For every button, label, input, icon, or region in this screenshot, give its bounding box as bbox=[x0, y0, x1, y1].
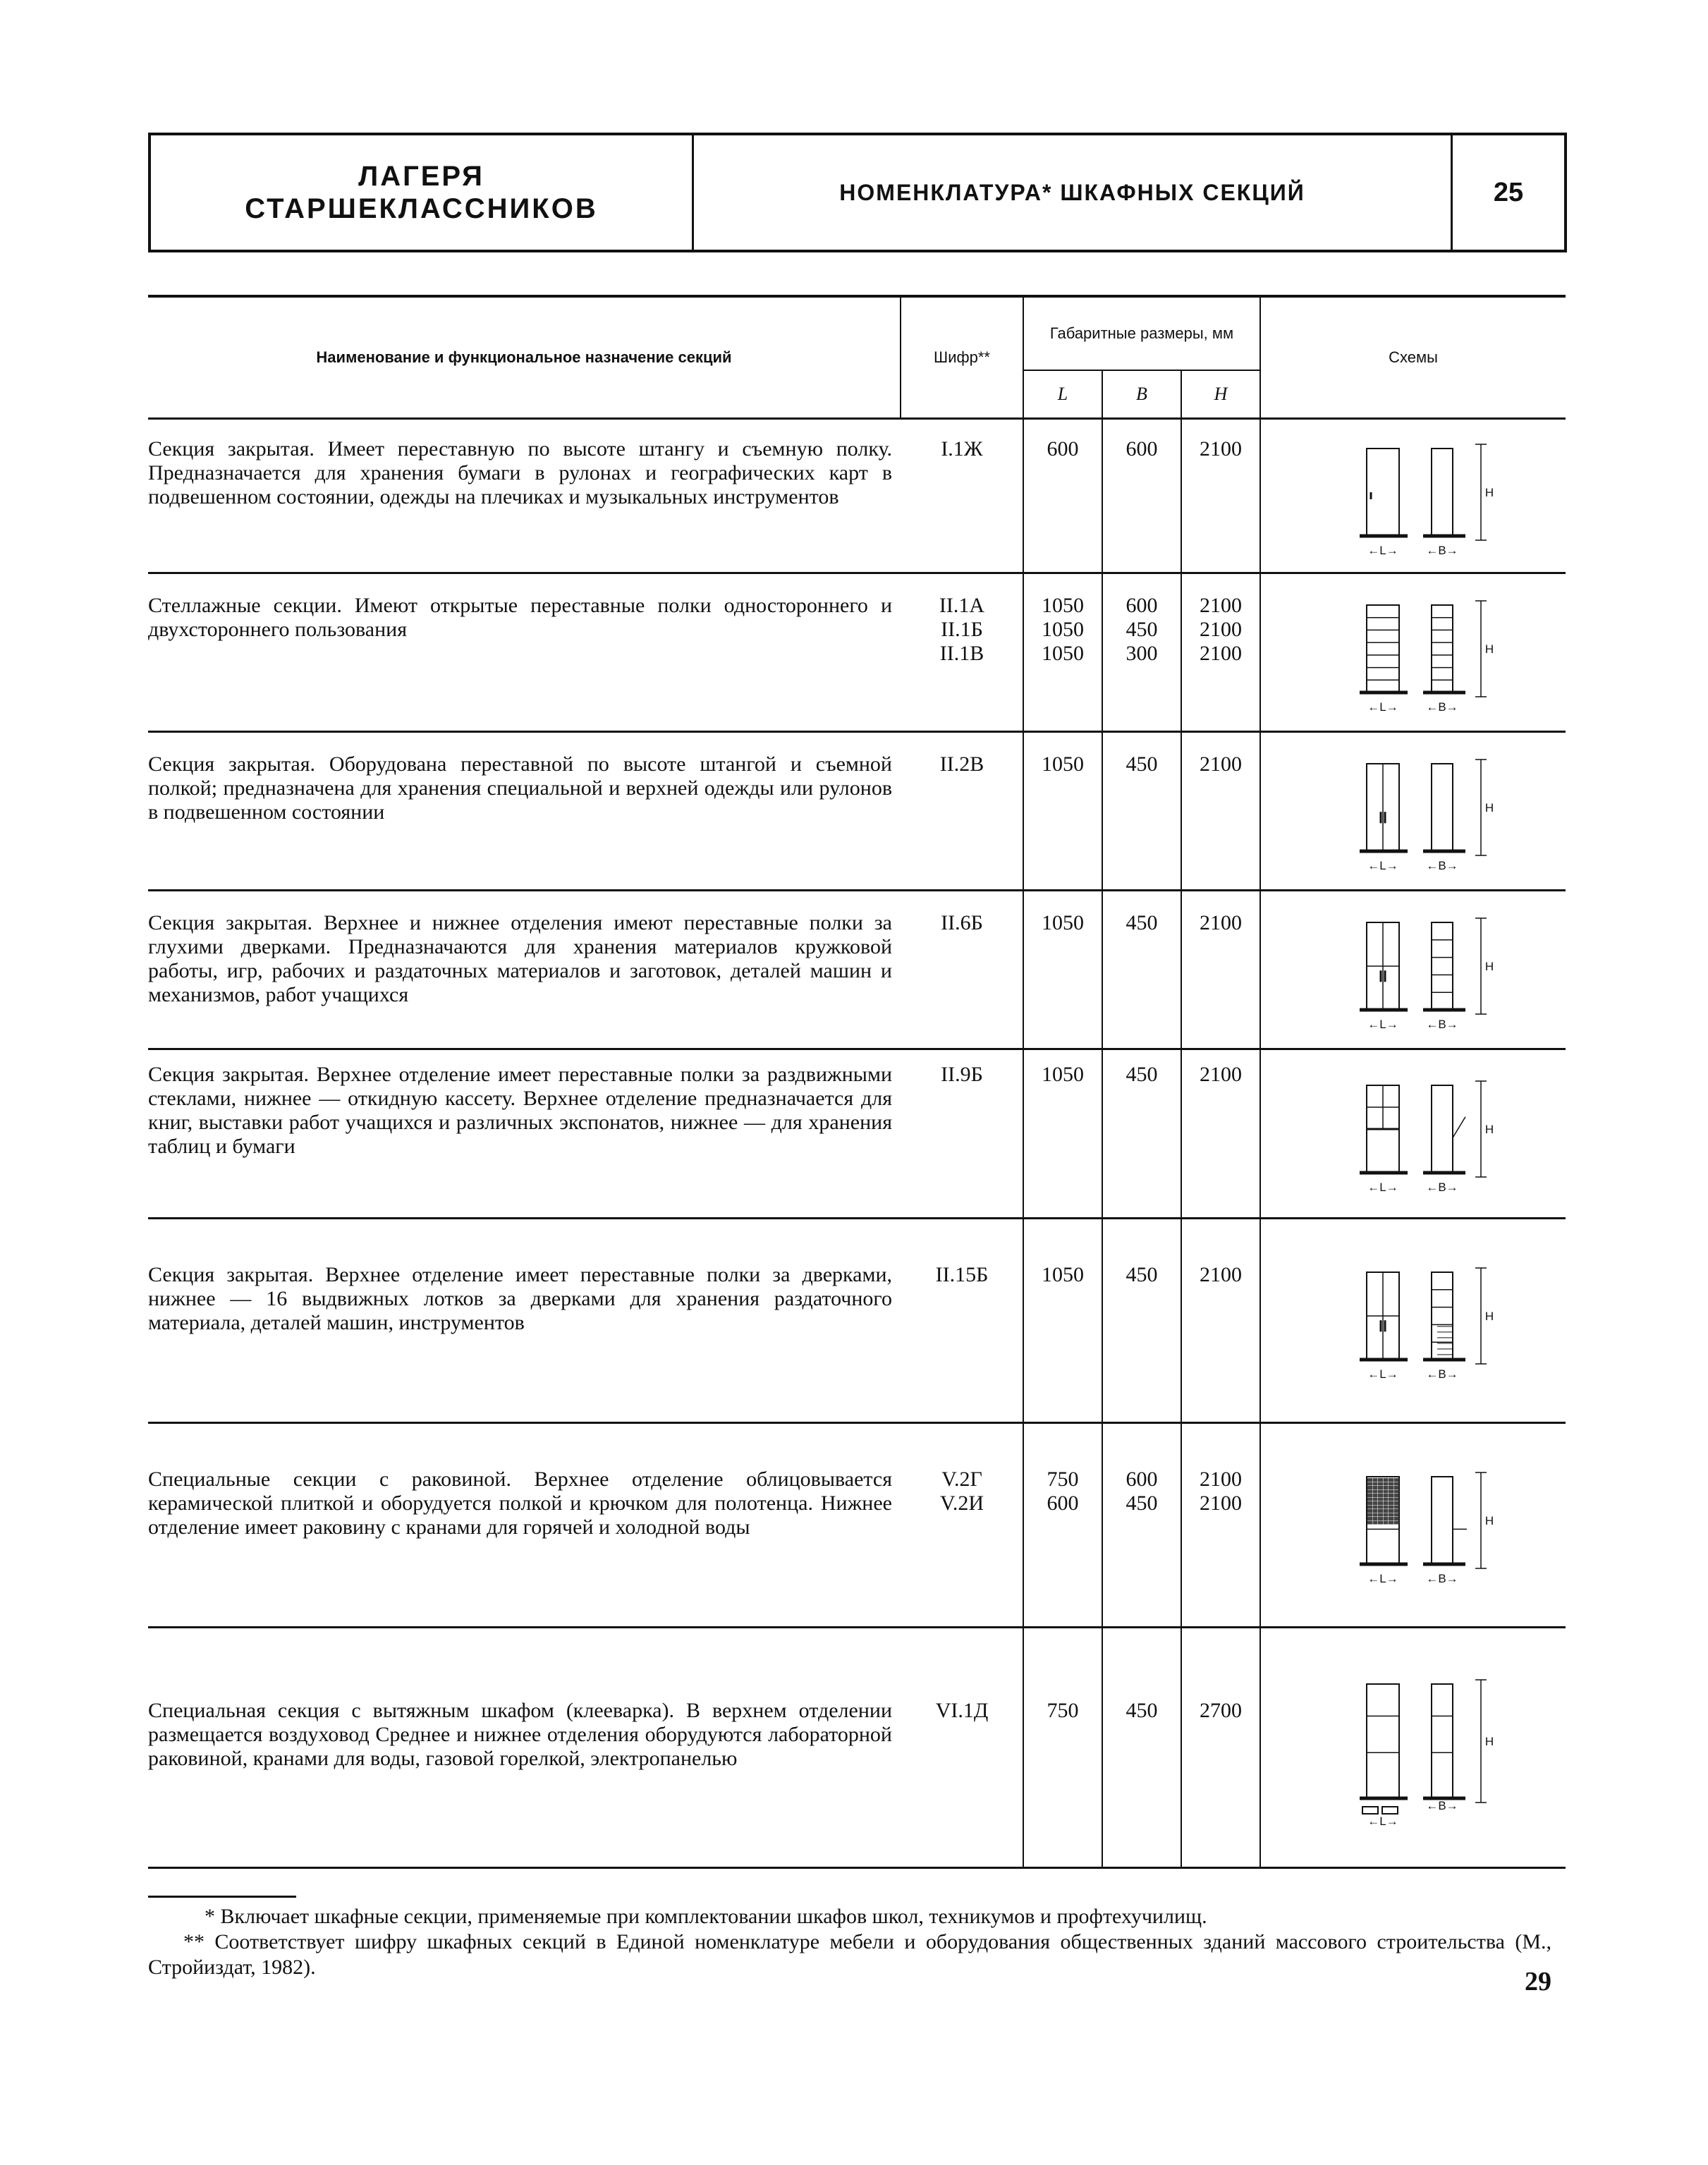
code-value: II.6Б bbox=[941, 911, 983, 934]
dim-b-value: 450 bbox=[1126, 911, 1158, 934]
schema-drawing bbox=[1353, 1671, 1529, 1828]
schema-cell bbox=[1261, 574, 1566, 731]
code-cell bbox=[901, 574, 1024, 731]
schema-label-b: ←B→ bbox=[1426, 859, 1458, 872]
column-header-dims bbox=[1024, 298, 1261, 417]
schema-label-l: ←L→ bbox=[1367, 700, 1398, 714]
schema-cell bbox=[1261, 891, 1566, 1048]
schema-label-b: ←B→ bbox=[1426, 700, 1458, 714]
dim-h-value: 2100 bbox=[1200, 1468, 1242, 1491]
code-value: II.1Б bbox=[941, 618, 983, 641]
header-box bbox=[148, 133, 1567, 252]
code-value: II.1А bbox=[939, 594, 985, 617]
schema-label-b: ←B→ bbox=[1426, 1367, 1458, 1381]
dim-h-value: 2100 bbox=[1200, 1492, 1242, 1515]
dim-l-cell bbox=[1024, 1628, 1103, 1867]
dim-b-cell bbox=[1103, 1628, 1182, 1867]
code-cell bbox=[901, 1424, 1024, 1626]
dim-l-value: 1050 bbox=[1042, 752, 1084, 776]
schema-label-l: ←L→ bbox=[1367, 1814, 1398, 1828]
dim-h-cell bbox=[1182, 1424, 1261, 1626]
schema-drawing bbox=[1353, 577, 1529, 718]
code-cell bbox=[901, 1628, 1024, 1867]
footnote-2: ** Соответствует шифру шкафных секций в Единой номенклатуре мебели и оборудования общественных зданий массового строительства (М., Стройиздат, 1982). bbox=[148, 1930, 1551, 1979]
schema-label-l: ←L→ bbox=[1367, 859, 1398, 872]
column-header-l: L bbox=[1057, 384, 1068, 404]
schema-label-b: ←B→ bbox=[1426, 544, 1458, 557]
dim-h-value: 2100 bbox=[1200, 911, 1242, 934]
schema-cell bbox=[1261, 1050, 1566, 1217]
dim-h-value: 2100 bbox=[1200, 618, 1242, 641]
dim-l-cell bbox=[1024, 891, 1103, 1048]
table-row bbox=[148, 733, 1566, 891]
dim-l-value: 1050 bbox=[1042, 594, 1084, 617]
code-cell bbox=[901, 1050, 1024, 1217]
column-header-schema: Схемы bbox=[1389, 348, 1438, 366]
dim-b-value: 600 bbox=[1126, 437, 1158, 461]
dim-h-value: 2100 bbox=[1200, 752, 1242, 776]
dim-b-value: 450 bbox=[1126, 752, 1158, 776]
dim-h-value: 2100 bbox=[1200, 1063, 1242, 1086]
schema-label-b: ←B→ bbox=[1426, 1798, 1458, 1812]
schema-cell bbox=[1261, 1219, 1566, 1422]
dim-l-cell bbox=[1024, 1219, 1103, 1422]
dim-b-value: 450 bbox=[1126, 1263, 1158, 1286]
dim-l-value: 1050 bbox=[1042, 642, 1084, 665]
header-page-title: НОМЕНКЛАТУРА* ШКАФНЫХ СЕКЦИЙ bbox=[694, 135, 1453, 250]
dim-b-cell bbox=[1103, 1219, 1182, 1422]
dim-h-value: 2100 bbox=[1200, 437, 1242, 461]
code-value: VI.1Д bbox=[935, 1699, 989, 1722]
table-row bbox=[148, 574, 1566, 733]
dim-l-value: 600 bbox=[1047, 437, 1079, 461]
dim-b-cell bbox=[1103, 733, 1182, 889]
schema-cell bbox=[1261, 1424, 1566, 1626]
dim-b-cell bbox=[1103, 891, 1182, 1048]
row-description: Секция закрытая. Верхнее и нижнее отделения имеют переставные полки за глухими дверками. Предназначаются для хранения материалов кружковой работы, игр, рабочих и раздаточных материалов и заготовок, деталей машин и механизмов, работ учащихся bbox=[148, 911, 892, 1006]
code-value: V.2Г bbox=[941, 1468, 982, 1491]
dim-h-cell bbox=[1182, 733, 1261, 889]
dim-h-cell bbox=[1182, 1050, 1261, 1217]
schema-label-b: ←B→ bbox=[1426, 1181, 1458, 1194]
code-value: II.2В bbox=[939, 752, 984, 776]
row-description: Секция закрытая. Верхнее отделение имеет переставные полки за дверками, нижнее — 16 выдвижных лотков за дверками для хранения раздаточного материала, деталей машин, инструментов bbox=[148, 1263, 892, 1334]
dim-l-value: 750 bbox=[1047, 1468, 1079, 1491]
dim-b-value: 450 bbox=[1126, 1699, 1158, 1722]
row-description: Специальная секция с вытяжным шкафом (клееварка). В верхнем отделении размещается воздуховод Среднее и нижнее отделения оборудуются лабораторной раковиной, кранами для воды, газовой горелкой, электропанелью bbox=[148, 1699, 892, 1770]
schema-label-h: H bbox=[1484, 1123, 1494, 1136]
schema-drawing bbox=[1353, 736, 1529, 877]
table-row bbox=[148, 417, 1566, 574]
schema-label-h: H bbox=[1484, 1514, 1494, 1527]
schema-label-h: H bbox=[1484, 486, 1494, 499]
code-value: I.1Ж bbox=[941, 437, 983, 461]
nomenclature-table bbox=[148, 295, 1566, 1866]
table-row bbox=[148, 891, 1566, 1050]
header-sheet-number: 25 bbox=[1493, 177, 1524, 207]
dim-b-value: 300 bbox=[1126, 642, 1158, 665]
row-description: Секция закрытая. Имеет переставную по высоте штангу и съемную полку. Предназначается для хранения бумаги в рулонах и географических карт в подвешенном состоянии, одежды на плечиках и музыкальных инструментов bbox=[148, 437, 892, 508]
code-value: V.2И bbox=[940, 1492, 984, 1515]
dim-b-value: 450 bbox=[1126, 1063, 1158, 1086]
dim-b-cell bbox=[1103, 417, 1182, 572]
table-row bbox=[148, 1628, 1566, 1869]
schema-drawing bbox=[1353, 1449, 1529, 1590]
dim-h-cell bbox=[1182, 417, 1261, 572]
row-description: Секция закрытая. Верхнее отделение имеет переставные полки за раздвижными стеклами, нижнее — откидную кассету. Верхнее отделение предназначается для книг, выставки работ учащихся и различных экспонатов, нижнее — для хранения таблиц и бумаги bbox=[148, 1063, 892, 1158]
dim-l-value: 1050 bbox=[1042, 1063, 1084, 1086]
code-cell bbox=[901, 891, 1024, 1048]
dim-l-value: 1050 bbox=[1042, 1263, 1084, 1286]
dim-b-cell bbox=[1103, 574, 1182, 731]
dim-l-value: 1050 bbox=[1042, 911, 1084, 934]
dim-b-value: 600 bbox=[1126, 1468, 1158, 1491]
page-number: 29 bbox=[1525, 1967, 1551, 1996]
schema-cell bbox=[1261, 417, 1566, 572]
footnote-1: * Включает шкафные секции, применяемые при комплектовании шкафов школ, техникумов и профтехучилищ. bbox=[205, 1905, 1207, 1928]
dim-h-cell bbox=[1182, 574, 1261, 731]
dim-l-value: 750 bbox=[1047, 1699, 1079, 1722]
header-left-line1: ЛАГЕРЯ bbox=[358, 161, 484, 192]
dim-l-cell bbox=[1024, 1050, 1103, 1217]
schema-label-l: ←L→ bbox=[1367, 1367, 1398, 1381]
dim-h-value: 2100 bbox=[1200, 594, 1242, 617]
schema-label-b: ←B→ bbox=[1426, 1572, 1458, 1585]
footnote-rule bbox=[148, 1896, 296, 1898]
schema-drawing bbox=[1353, 1057, 1529, 1198]
schema-label-h: H bbox=[1484, 801, 1494, 815]
schema-label-h: H bbox=[1484, 1310, 1494, 1323]
dim-b-value: 600 bbox=[1126, 594, 1158, 617]
schema-cell bbox=[1261, 733, 1566, 889]
schema-label-b: ←B→ bbox=[1426, 1018, 1458, 1031]
dim-b-value: 450 bbox=[1126, 1492, 1158, 1515]
schema-label-h: H bbox=[1484, 960, 1494, 973]
schema-label-h: H bbox=[1484, 1734, 1494, 1748]
dim-l-value: 1050 bbox=[1042, 618, 1084, 641]
dim-h-cell bbox=[1182, 891, 1261, 1048]
dim-l-value: 600 bbox=[1047, 1492, 1079, 1515]
dim-h-value: 2700 bbox=[1200, 1699, 1242, 1722]
schema-label-h: H bbox=[1484, 642, 1494, 656]
header-section-title bbox=[151, 135, 694, 250]
code-cell bbox=[901, 733, 1024, 889]
schema-label-l: ←L→ bbox=[1367, 1181, 1398, 1194]
dim-l-cell bbox=[1024, 417, 1103, 572]
table-row bbox=[148, 1424, 1566, 1628]
schema-label-l: ←L→ bbox=[1367, 544, 1398, 557]
dims-subheaders bbox=[1024, 371, 1259, 417]
header-left-line2: СТАРШЕКЛАССНИКОВ bbox=[245, 193, 598, 224]
row-description: Специальные секции с раковиной. Верхнее отделение облицовывается керамической плиткой и оборудуется полкой и крючком для полотенца. Нижнее отделение имеет раковину с кранами для горячей и холодной воды bbox=[148, 1468, 892, 1539]
schema-cell bbox=[1261, 1628, 1566, 1867]
dim-h-value: 2100 bbox=[1200, 1263, 1242, 1286]
schema-drawing bbox=[1353, 420, 1529, 561]
code-value: II.15Б bbox=[935, 1263, 989, 1286]
code-cell bbox=[901, 417, 1024, 572]
dim-l-cell bbox=[1024, 733, 1103, 889]
dim-b-value: 450 bbox=[1126, 618, 1158, 641]
table-row bbox=[148, 1050, 1566, 1219]
column-header-h: H bbox=[1181, 371, 1259, 417]
schema-label-l: ←L→ bbox=[1367, 1572, 1398, 1585]
dim-l-cell bbox=[1024, 1424, 1103, 1626]
code-value: II.1В bbox=[939, 642, 984, 665]
schema-drawing bbox=[1353, 1244, 1529, 1385]
row-description: Стеллажные секции. Имеют открытые переставные полки одностороннего и двухстороннего пользования bbox=[148, 594, 892, 641]
dims-title: Габаритные размеры, мм bbox=[1024, 298, 1259, 371]
column-header-name: Наименование и функциональное назначение секций bbox=[148, 298, 901, 417]
code-cell bbox=[901, 1219, 1024, 1422]
table-header bbox=[148, 298, 1566, 420]
dim-b-cell bbox=[1103, 1050, 1182, 1217]
dim-h-cell bbox=[1182, 1219, 1261, 1422]
dim-b-cell bbox=[1103, 1424, 1182, 1626]
dim-h-value: 2100 bbox=[1200, 642, 1242, 665]
dim-l-cell bbox=[1024, 574, 1103, 731]
schema-drawing bbox=[1353, 894, 1529, 1035]
column-header-code: Шифр** bbox=[901, 298, 1024, 417]
row-description: Секция закрытая. Оборудована переставной по высоте штангой и съемной полкой; предназначена для хранения специальной и верхней одежды или рулонов в подвешенном состоянии bbox=[148, 752, 892, 824]
table-row bbox=[148, 1219, 1566, 1424]
code-value: II.9Б bbox=[941, 1063, 983, 1086]
column-header-b: B bbox=[1102, 371, 1181, 417]
schema-label-l: ←L→ bbox=[1367, 1018, 1398, 1031]
dim-h-cell bbox=[1182, 1628, 1261, 1867]
